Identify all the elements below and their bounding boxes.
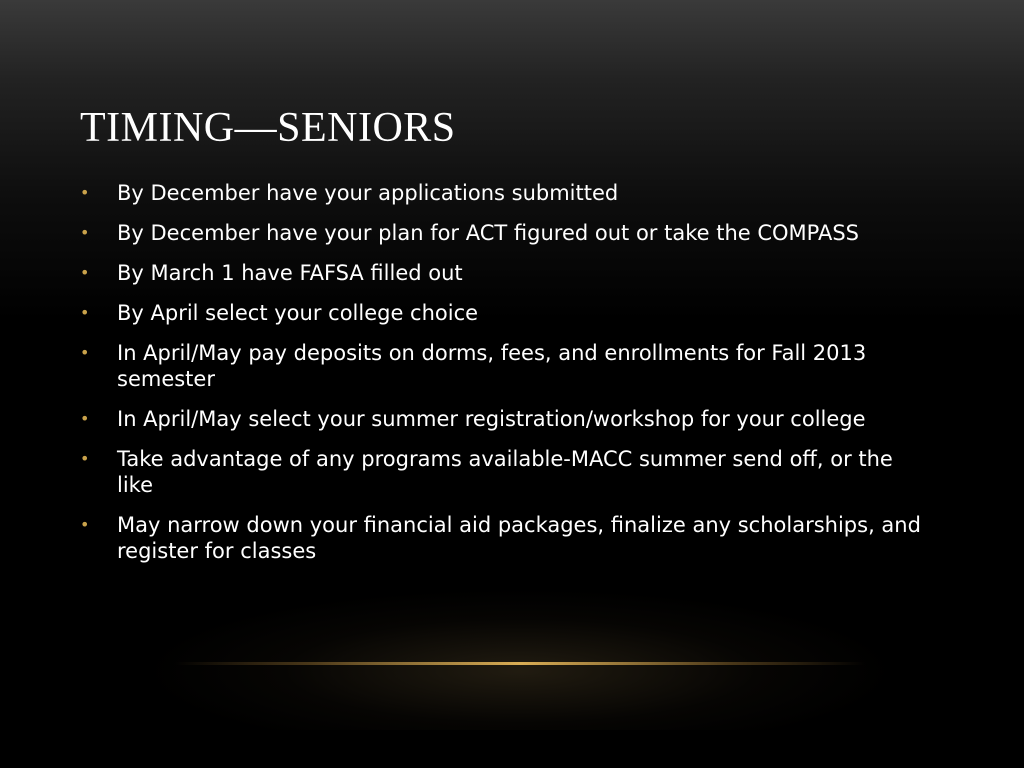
gold-divider-line [175, 662, 865, 665]
bullet-item [80, 446, 930, 498]
bullet-icon: • [80, 263, 90, 282]
bullet-text: By March 1 have FAFSA filled out [117, 261, 463, 285]
bullet-icon: • [80, 515, 90, 534]
bullet-item [80, 512, 930, 564]
bullet-icon: • [80, 223, 90, 242]
bullet-item [80, 406, 930, 432]
bullet-text: Take advantage of any programs available-MACC summer send off, or the like [117, 447, 893, 497]
bullet-item [80, 340, 930, 392]
slide-title: TIMING—SENIORS [80, 105, 456, 151]
bullet-icon: • [80, 343, 90, 362]
bullet-icon: • [80, 183, 90, 202]
bullet-text: May narrow down your financial aid packages, finalize any scholarships, and register for classes [117, 513, 921, 563]
bullet-list [80, 180, 930, 578]
bullet-icon: • [80, 449, 90, 468]
bullet-text: By April select your college choice [117, 301, 479, 325]
bullet-text: By December have your plan for ACT figured out or take the COMPASS [117, 221, 860, 245]
bullet-item [80, 220, 930, 246]
bullet-text: By December have your applications submitted [117, 181, 619, 205]
bullet-item [80, 300, 930, 326]
bullet-icon: • [80, 303, 90, 322]
bullet-item [80, 260, 930, 286]
bullet-icon: • [80, 409, 90, 428]
bullet-item [80, 180, 930, 206]
bullet-text: In April/May pay deposits on dorms, fees, and enrollments for Fall 2013 semester [117, 341, 867, 391]
bottom-glow [150, 590, 890, 730]
bullet-text: In April/May select your summer registration/workshop for your college [117, 407, 866, 431]
